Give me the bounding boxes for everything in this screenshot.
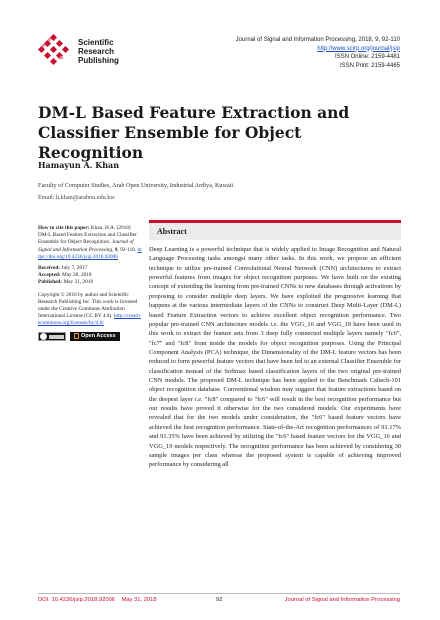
author-email: Email: h.khan@arabou.edu.kw [38, 194, 115, 201]
abstract-text [149, 245, 401, 470]
license-badges [38, 332, 142, 341]
accepted-label: Accepted: [38, 272, 61, 279]
footer-journal-name: Journal of Signal and Information Processing [284, 597, 400, 603]
published-date: May 31, 2018 [63, 279, 94, 286]
open-access-label: Open Access [81, 332, 116, 339]
journal-citation-line: Journal of Signal and Information Processing, 2018, 9, 92-110 [235, 37, 400, 43]
page-number: 92 [216, 597, 223, 603]
citation-doi-link[interactable]: https://doi.org/10.4236/jsip.2018.92006 [38, 246, 142, 260]
publisher-name [78, 38, 119, 65]
accepted-date: May 28, 2018 [61, 272, 92, 279]
citation-label: How to cite this paper: [38, 225, 90, 231]
publisher-name-line1: Scientific [78, 38, 114, 47]
open-access-lock-icon [74, 333, 79, 339]
published-date-row [38, 279, 142, 286]
abstract-part-3: "fc8" compared to "fc6" will result in the best recognition performance but our results have proved it otherwise for the two considered models. Our experiments have revealed that for the two models under consideration, the "fc6" based feature vectors have achieved the best recognition performance. State-of-the-Art recognition performances of 91.17% and 91.35% have been achieved by utilizing the "fc6" based feature vectors for the VGG_16 and VGG_19 models respectively. The recognition performance has been achieved by considering 30 sample images per class whereas the proposed system is capable of achieving improved performance by considering all [149, 395, 402, 469]
srp-logo-icon [38, 34, 70, 66]
issn-online: ISSN Online: 2159-4481 [334, 54, 400, 60]
article-dates [38, 265, 142, 287]
received-date-row [38, 265, 142, 272]
footer-doi-date: DOI: 10.4236/jsip.2018.92006 May 31, 2018 [38, 597, 157, 603]
author-affiliation: Faculty of Computer Studies, Arab Open University, Industrial Ardiya, Kuwait [38, 182, 234, 189]
article-sidebar [38, 225, 142, 341]
copyright-text: Copyright © 2018 by author and Scientific Research Publishing Inc. This work is licensed under the Creative Commons Attribution International License (CC BY 4.0). [38, 291, 138, 320]
abstract-part-2: the VGG_16 and VGG_19 have been used in this work to extract the feature sets from 3 deep fully connected multiple layers namely "fc6", "fc7" and "fc8" from inside the models for object recognition purposes. Using the Principal Component Analysis (PCA) technique, the Dimensionality of the DM-L feature vectors has been reduced to form powerful feature vectors that have been fed to an external Classifier Ensemble for classification instead of the Softmax based classification layers of the two original pre-trained CNN models. The proposed DM-L technique has been applied to the Benchmark Caltech-101 object recognition database. Conventional wisdom may suggest that feature extractions based on the deepest layer [149, 320, 401, 403]
received-label: Received: [38, 265, 61, 272]
article-title: DM-L Based Feature Extraction and Classifier Ensemble for Object Recognition [38, 103, 350, 162]
footer-divider [38, 593, 400, 594]
citation-pages: , 92-110. [117, 246, 137, 253]
publisher-name-line3: Publishing [78, 56, 119, 65]
citation-volume: 9 [114, 246, 118, 253]
open-access-badge[interactable] [70, 332, 120, 341]
copyright-block [38, 292, 142, 328]
cc-by-license-icon[interactable] [38, 332, 66, 341]
publisher-logo [38, 34, 148, 68]
journal-info [236, 36, 400, 70]
received-date: July 7, 2017 [61, 265, 88, 272]
page-footer [38, 597, 400, 607]
journal-url-link[interactable]: http://www.scirp.org/journal/jsip [317, 45, 400, 52]
abstract-heading: Abstract [149, 223, 401, 240]
citation-journal: Journal of Signal and Information Processing, [38, 239, 134, 253]
license-url-link[interactable]: http://creativecommons.org/licenses/by/4.0/ [38, 313, 141, 327]
abstract-part-1: Deep Learning is a powerful technique that is widely applied to Image Recognition and Natural Language Processing tasks amongst many other tasks. In this work, we propose an efficient technique to utilize pre-trained Convolutional Neural Network (CNN) architectures to extract powerful features from images for object recognition purposes. We have built on the existing concept of extending the learning from pre-trained CNNs to new databases through activations by proposing to consider multiple deep layers. We have exploited the progressive learning that happens at the various intermediate layers of the CNNs to construct Deep Multi-Layer (DM-L) based Feature Extraction vectors to achieve excellent object recognition performance. Two popular pre-trained CNN architecture models [149, 246, 401, 328]
issn-print: ISSN Print: 2159-4465 [339, 62, 400, 69]
citation-text: Khan, H.A. (2018) DM-L Based Feature Extraction and Classifier Ensemble for Object Recognition. [38, 225, 137, 246]
abstract-ie-2: i.e. [194, 395, 203, 403]
author-name: Hamayun A. Khan [38, 160, 120, 170]
published-label: Published: [38, 279, 63, 286]
publisher-name-line2: Research [78, 47, 115, 56]
accepted-date-row [38, 272, 142, 279]
citation-block [38, 225, 142, 261]
abstract-ie-1: i.e. [270, 320, 279, 328]
